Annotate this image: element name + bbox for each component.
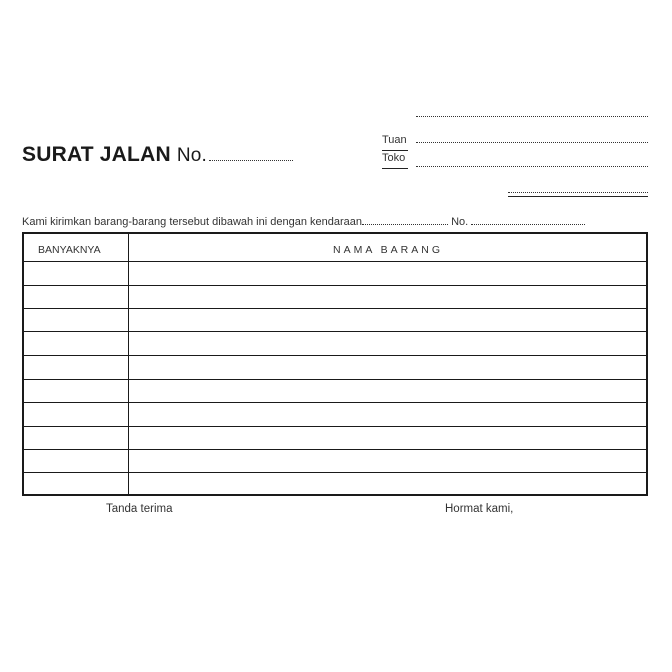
table-row [24,426,646,427]
address-dotted-line-2[interactable] [508,192,648,193]
delivery-sentence-text: Kami kirimkan barang-barang tersebut dibawah ini dengan kendaraan [22,216,362,228]
address-dotted-line-1[interactable] [416,116,648,117]
vehicle-no-dotted-field[interactable] [471,215,585,225]
signature-receiver-label: Tanda terima [106,503,173,515]
header-row-line [24,261,646,262]
vehicle-no-label: No. [451,216,469,228]
toko-label: Toko [382,152,406,164]
column-divider [128,234,129,494]
table-row [24,472,646,473]
delivery-sentence [22,215,585,228]
title-text: SURAT JALAN [22,143,171,166]
table-row [24,449,646,450]
header-nama-barang: NAMA BARANG [332,244,444,256]
table-row [24,308,646,309]
toko-dotted-line[interactable] [416,166,648,167]
tuan-label: Tuan [382,134,407,146]
document-title [22,143,293,167]
table-row [24,355,646,356]
table-row [24,402,646,403]
tuan-underline [382,150,408,151]
tuan-dotted-line[interactable] [416,142,648,143]
number-dotted-field[interactable] [209,146,293,161]
header-banyaknya: BANYAKNYA [38,244,101,256]
address-underline [508,196,648,197]
signature-sender-label: Hormat kami, [445,503,514,515]
vehicle-dotted-field[interactable] [362,215,448,225]
table-row [24,379,646,380]
table-row [24,285,646,286]
number-label: No. [176,145,207,166]
toko-underline [382,168,408,169]
items-table [22,232,648,496]
table-row [24,331,646,332]
